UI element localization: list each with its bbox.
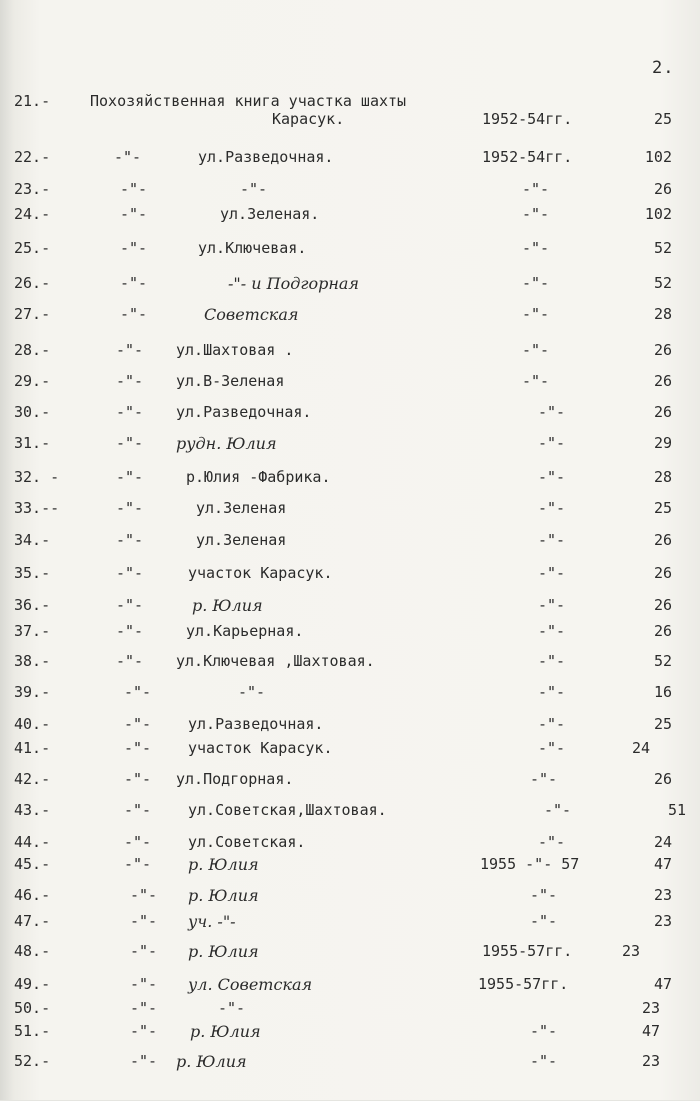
row-description: ул.Советская,Шахтовая. xyxy=(188,801,387,819)
row-ditto: -"- xyxy=(120,180,148,198)
row-ditto: -"- xyxy=(116,468,144,486)
row-number: 47.- xyxy=(14,912,51,930)
row-description: ул.Зеленая. xyxy=(220,205,320,223)
row-number: 31.- xyxy=(14,434,51,452)
row-count: 28 xyxy=(653,468,672,486)
row-count: 26 xyxy=(653,770,672,788)
row-years: -"- xyxy=(538,468,566,486)
row-ditto: -"- xyxy=(116,372,144,390)
row-description-handwritten: р. Юлия xyxy=(176,1052,247,1071)
row-ditto: -"- xyxy=(130,975,158,993)
row-number: 42.- xyxy=(14,770,51,788)
row-number: 27.- xyxy=(14,305,51,323)
row-number: 37.- xyxy=(14,622,51,640)
row-ditto: -"- xyxy=(130,942,158,960)
row-number: 50.- xyxy=(14,999,51,1017)
row-ditto: -"- xyxy=(124,683,152,701)
row-years: -"- xyxy=(522,305,550,323)
row-description: -"- xyxy=(218,999,246,1017)
table-row xyxy=(0,239,700,263)
row-count: 25 xyxy=(653,715,672,733)
table-row xyxy=(0,715,700,739)
row-ditto: -"- xyxy=(116,341,144,359)
row-years: -"- xyxy=(538,499,566,517)
row-number: 36.- xyxy=(14,596,51,614)
page-number: 2. xyxy=(652,58,675,78)
row-ditto: -"- xyxy=(124,833,152,851)
row-years: -"- xyxy=(522,341,550,359)
row-years: -"- xyxy=(522,180,550,198)
row-number: 33.-- xyxy=(14,499,60,517)
row-ditto: -"- xyxy=(120,205,148,223)
row-description-handwritten: Советская xyxy=(204,305,299,324)
row-count: 102 xyxy=(644,148,672,166)
table-row xyxy=(0,975,700,999)
table-row xyxy=(0,912,700,936)
row-count: 47 xyxy=(653,975,672,993)
row-description-handwritten: рудн. Юлия xyxy=(176,434,277,453)
table-row xyxy=(0,801,700,825)
row-years: -"- xyxy=(538,434,566,452)
row-number: 38.- xyxy=(14,652,51,670)
row-number: 23.- xyxy=(14,180,51,198)
row-count: 26 xyxy=(653,341,672,359)
row-ditto: -"- xyxy=(114,148,142,166)
row-count: 52 xyxy=(653,239,672,257)
row-count: 23 xyxy=(641,999,660,1017)
row-ditto: -"- xyxy=(116,434,144,452)
row-count: 28 xyxy=(653,305,672,323)
row-description-handwritten: ул. Советская xyxy=(188,975,313,994)
row-count: 51 xyxy=(667,801,686,819)
table-row xyxy=(0,274,700,298)
row-ditto: -"- xyxy=(124,770,152,788)
table-row xyxy=(0,739,700,763)
row-ditto: -"- xyxy=(130,1022,158,1040)
row-description: участок Карасук. xyxy=(188,564,333,582)
row-count: 47 xyxy=(653,855,672,873)
row-description: ул.Ключевая. xyxy=(198,239,307,257)
row-ditto: -"- xyxy=(116,652,144,670)
row-number: 40.- xyxy=(14,715,51,733)
row-number: 32. - xyxy=(14,468,60,486)
row-description: ул.Разведочная. xyxy=(188,715,324,733)
row-count: 24 xyxy=(653,833,672,851)
row-number: 52.- xyxy=(14,1052,51,1070)
row-number: 26.- xyxy=(14,274,51,292)
row-count: 52 xyxy=(653,274,672,292)
row-years: -"- xyxy=(538,652,566,670)
row-description: ул.Ключевая ,Шахтовая. xyxy=(176,652,375,670)
row-years: -"- xyxy=(522,205,550,223)
row-number: 22.- xyxy=(14,148,51,166)
row-number: 21.- xyxy=(14,92,51,110)
row-ditto: -"- xyxy=(116,596,144,614)
row-ditto: -"- xyxy=(116,403,144,421)
row-years: 1955 -"- 57 xyxy=(480,855,580,873)
table-row xyxy=(0,1052,700,1076)
row-number: 28.- xyxy=(14,341,51,359)
table-row xyxy=(0,499,700,523)
table-row xyxy=(0,305,700,329)
table-row xyxy=(0,372,700,396)
page-bottom-edge xyxy=(0,1100,700,1115)
row-years: 1955-57гг. xyxy=(478,975,569,993)
row-description: ул.Зеленая xyxy=(196,499,287,517)
row-number: 25.- xyxy=(14,239,51,257)
row-number: 48.- xyxy=(14,942,51,960)
row-years: 1952-54гг. xyxy=(482,148,573,166)
row-count: 23 xyxy=(653,912,672,930)
row-description: -"- xyxy=(240,180,268,198)
row-description-handwritten: р. Юлия xyxy=(192,596,263,615)
table-row xyxy=(0,833,700,857)
table-row xyxy=(0,434,700,458)
row-years: -"- xyxy=(538,683,566,701)
row-description: ул.Разведочная. xyxy=(198,148,334,166)
table-row xyxy=(0,468,700,492)
row-years: -"- xyxy=(538,596,566,614)
row-count: 26 xyxy=(653,531,672,549)
row-count: 47 xyxy=(641,1022,660,1040)
row-description: Похозяйственная книга участка шахты xyxy=(90,92,407,110)
row-description: р.Юлия -Фабрика. xyxy=(186,468,331,486)
row-number: 46.- xyxy=(14,886,51,904)
row-years: -"- xyxy=(530,1052,558,1070)
row-years: -"- xyxy=(538,739,566,757)
row-number: 34.- xyxy=(14,531,51,549)
row-ditto: -"- xyxy=(120,274,148,292)
row-ditto: -"- xyxy=(130,999,158,1017)
row-years: -"- xyxy=(544,801,572,819)
row-count: 16 xyxy=(653,683,672,701)
row-ditto: -"- xyxy=(124,855,152,873)
row-count: 23 xyxy=(641,1052,660,1070)
row-description: ул.Разведочная. xyxy=(176,403,312,421)
row-description-continued: Карасук. xyxy=(272,110,345,128)
table-row xyxy=(0,855,700,879)
row-number: 29.- xyxy=(14,372,51,390)
row-number: 30.- xyxy=(14,403,51,421)
row-years: -"- xyxy=(530,912,558,930)
row-description-handwritten: р. Юлия xyxy=(188,942,259,961)
table-row xyxy=(0,942,700,966)
row-years: -"- xyxy=(538,531,566,549)
row-description-handwritten: уч. -"- xyxy=(188,912,236,931)
row-number: 41.- xyxy=(14,739,51,757)
row-description: участок Карасук. xyxy=(188,739,333,757)
row-number: 35.- xyxy=(14,564,51,582)
row-count: 26 xyxy=(653,564,672,582)
table-row xyxy=(0,886,700,910)
table-row-continuation xyxy=(0,110,700,134)
table-row xyxy=(0,999,700,1023)
row-count: 23 xyxy=(653,886,672,904)
row-number: 24.- xyxy=(14,205,51,223)
row-ditto: -"- xyxy=(116,564,144,582)
row-ditto: -"- xyxy=(120,239,148,257)
row-description-handwritten: р. Юлия xyxy=(188,855,259,874)
row-count: 25 xyxy=(653,110,672,128)
table-row xyxy=(0,596,700,620)
row-count: 29 xyxy=(653,434,672,452)
row-description: ул.Шахтовая . xyxy=(176,341,294,359)
row-count: 102 xyxy=(644,205,672,223)
row-count: 26 xyxy=(653,180,672,198)
row-ditto: -"- xyxy=(120,305,148,323)
row-number: 45.- xyxy=(14,855,51,873)
row-count: 26 xyxy=(653,403,672,421)
table-row xyxy=(0,403,700,427)
table-row xyxy=(0,148,700,172)
row-number: 49.- xyxy=(14,975,51,993)
row-description: ул.Советская. xyxy=(188,833,306,851)
row-years: -"- xyxy=(522,274,550,292)
row-years: -"- xyxy=(538,403,566,421)
row-count: 25 xyxy=(653,499,672,517)
row-ditto: -"- xyxy=(130,912,158,930)
row-years: -"- xyxy=(530,1022,558,1040)
row-ditto: -"- xyxy=(124,715,152,733)
row-ditto: -"- xyxy=(116,531,144,549)
row-count: 23 xyxy=(621,942,640,960)
row-description-handwritten: р. Юлия xyxy=(188,886,259,905)
row-number: 39.- xyxy=(14,683,51,701)
row-count: 26 xyxy=(653,372,672,390)
row-ditto: -"- xyxy=(116,499,144,517)
row-count: 52 xyxy=(653,652,672,670)
row-number: 43.- xyxy=(14,801,51,819)
row-years: -"- xyxy=(538,564,566,582)
row-years: -"- xyxy=(522,239,550,257)
row-count: 26 xyxy=(653,622,672,640)
table-row xyxy=(0,341,700,365)
table-row xyxy=(0,180,700,204)
row-description: ул.Карьерная. xyxy=(186,622,304,640)
row-ditto: -"- xyxy=(130,886,158,904)
row-ditto: -"- xyxy=(124,801,152,819)
row-count: 26 xyxy=(653,596,672,614)
row-description-handwritten: -"- и Подгорная xyxy=(228,274,360,293)
table-row xyxy=(0,770,700,794)
row-years: -"- xyxy=(538,833,566,851)
row-years: -"- xyxy=(522,372,550,390)
table-row xyxy=(0,205,700,229)
row-description: ул.Зеленая xyxy=(196,531,287,549)
row-years: 1952-54гг. xyxy=(482,110,573,128)
row-years: -"- xyxy=(530,886,558,904)
table-row xyxy=(0,622,700,646)
row-ditto: -"- xyxy=(116,622,144,640)
row-description-handwritten: р. Юлия xyxy=(190,1022,261,1041)
row-years: -"- xyxy=(538,622,566,640)
table-row xyxy=(0,564,700,588)
table-row xyxy=(0,531,700,555)
row-years: 1955-57гг. xyxy=(482,942,573,960)
row-description: ул.Подгорная. xyxy=(176,770,294,788)
row-years: -"- xyxy=(530,770,558,788)
row-description: ул.В-Зеленая xyxy=(176,372,285,390)
row-ditto: -"- xyxy=(124,739,152,757)
row-years: -"- xyxy=(538,715,566,733)
row-ditto: -"- xyxy=(130,1052,158,1070)
row-count: 24 xyxy=(631,739,650,757)
row-number: 44.- xyxy=(14,833,51,851)
row-number: 51.- xyxy=(14,1022,51,1040)
row-description: -"- xyxy=(238,683,266,701)
table-row xyxy=(0,652,700,676)
table-row xyxy=(0,683,700,707)
table-row xyxy=(0,1022,700,1046)
